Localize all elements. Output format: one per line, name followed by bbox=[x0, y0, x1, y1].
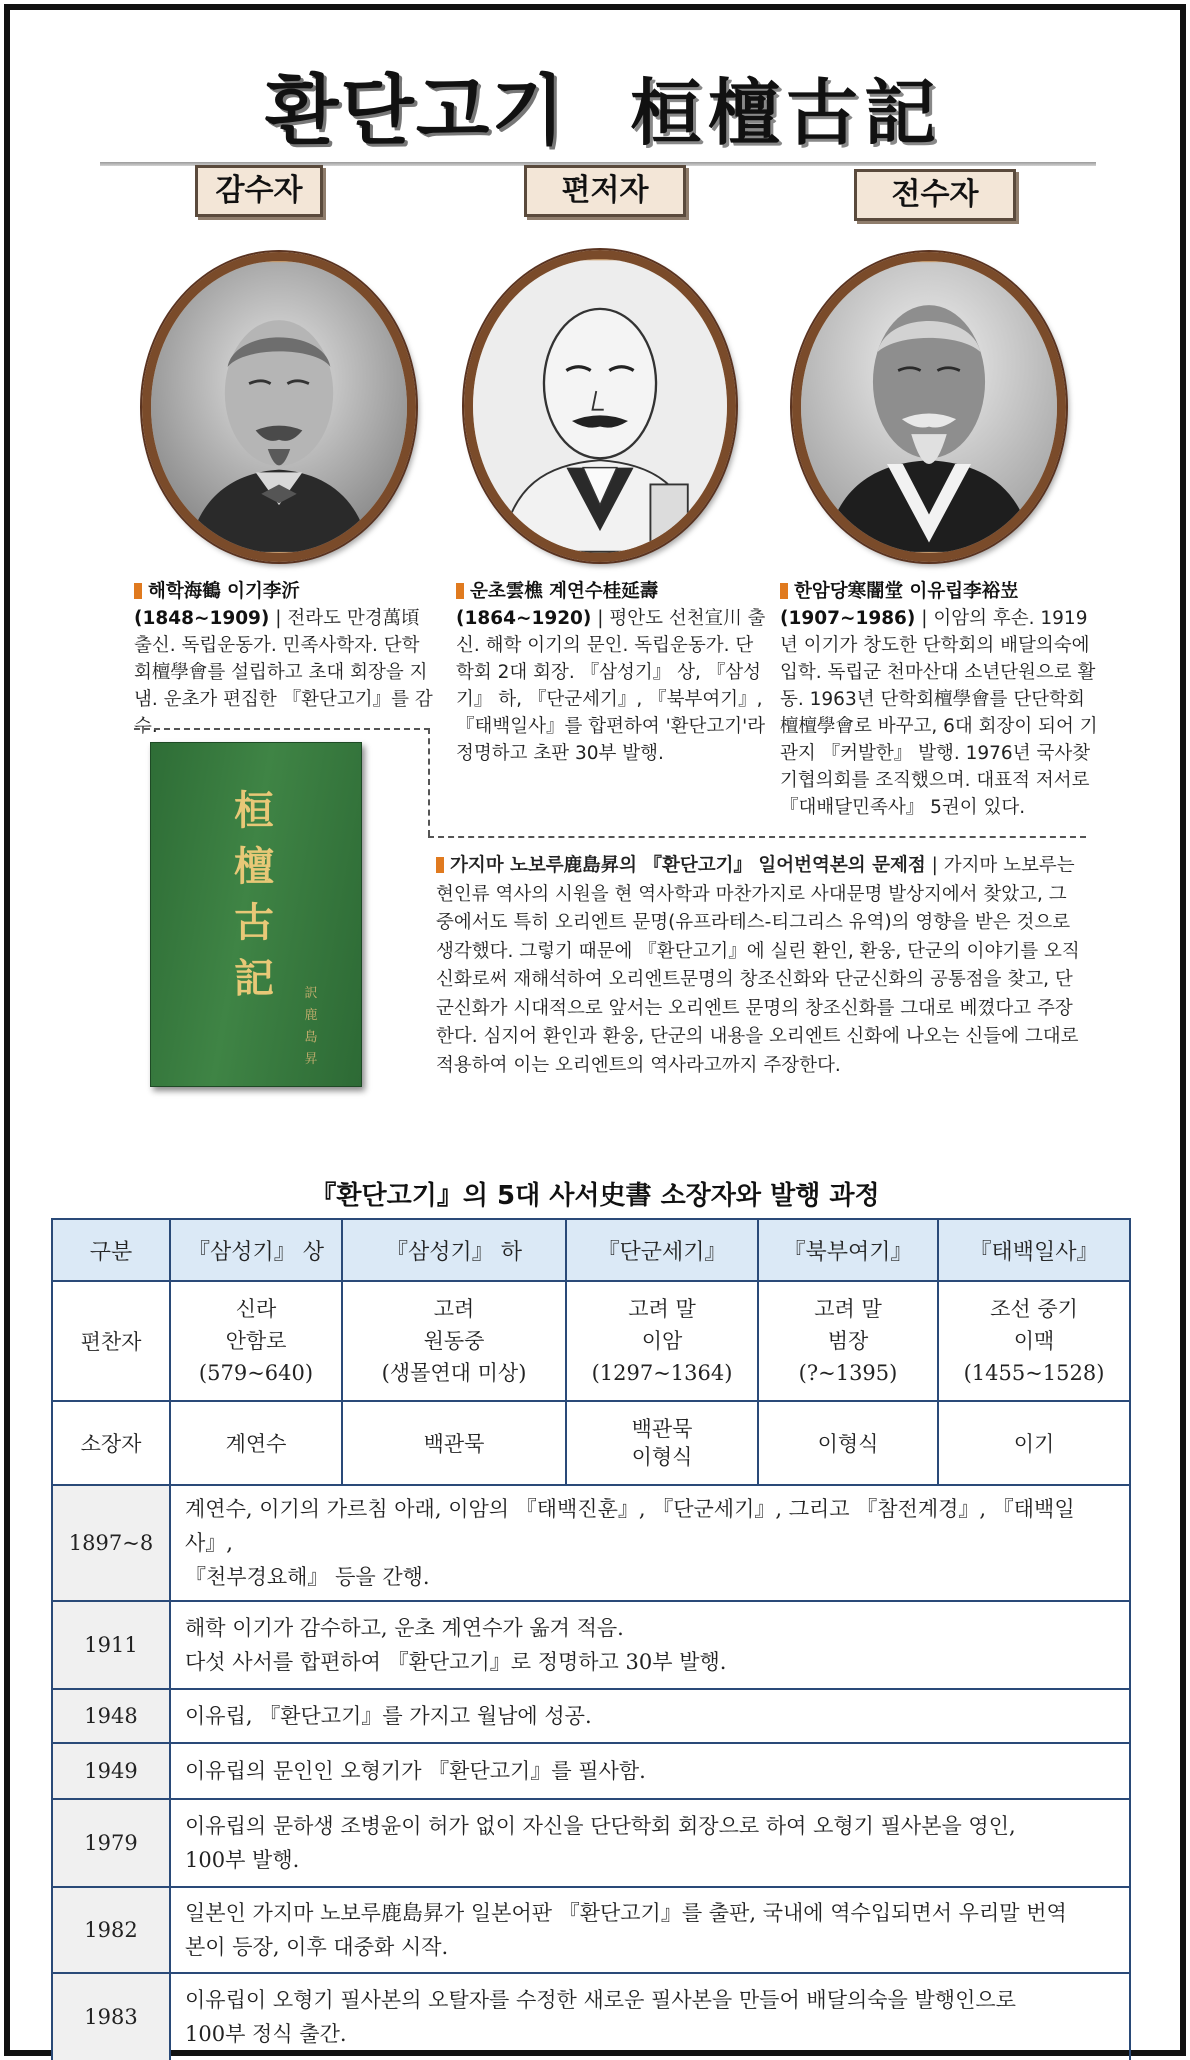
history-line: 이유립의 문인인 오형기가 『환단고기』를 필사함. bbox=[185, 1759, 646, 1783]
holder-cell: 백관묵 bbox=[342, 1401, 566, 1485]
japanese-translation-problems bbox=[436, 852, 1086, 1080]
history-line: 100부 정식 출간. bbox=[185, 2022, 347, 2046]
holder-cell: 이기 bbox=[938, 1401, 1130, 1485]
history-line: 다섯 사서를 합편하여 『환단고기』로 정명하고 30부 발행. bbox=[185, 1650, 727, 1674]
compiler-era: 신라 bbox=[235, 1297, 277, 1321]
bio-lee-yurip-text: | 이암의 후손. 1919년 이기가 창도한 단학회의 배달의숙에 입학. 독립군 천마산대 소년단원으로 활동. 1963년 단학회檀學會를 단단학회檀檀學會로 바꾸고, 6대 회장이 되어 기관지 『커발한』 발행. 1976년 국사찾기협의회를 조직했으며. 대표적 저서로 『대배달민족사』 5권이 있다. bbox=[780, 608, 1098, 818]
book-cover-title: 桓檀古記 bbox=[234, 787, 274, 1002]
history-year: 1982 bbox=[52, 1887, 170, 1973]
table-header-cell: 『삼성기』 하 bbox=[342, 1219, 566, 1281]
role-label-supervisor: 감수자 bbox=[195, 165, 323, 217]
table-row-history bbox=[52, 1601, 1130, 1689]
table-header-cell: 구분 bbox=[52, 1219, 170, 1281]
history-description bbox=[170, 1799, 1130, 1887]
history-year: 1911 bbox=[52, 1601, 170, 1689]
history-description bbox=[170, 1743, 1130, 1799]
portrait-gye-yeonsu-figure bbox=[473, 259, 727, 553]
history-description bbox=[170, 1973, 1130, 2060]
bio-lee-gi-text: | 전라도 만경萬頃 출신. 독립운동가. 민족사학자. 단학회檀學會를 설립하고 초대 회장을 지냄. 운초가 편집한 『환단고기』를 감수. bbox=[134, 608, 433, 737]
history-line: 본이 등장, 이후 대중화 시작. bbox=[185, 1935, 449, 1959]
table-header-cell: 『삼성기』 상 bbox=[170, 1219, 342, 1281]
book-cover-author: 訳 鹿島 昇 bbox=[304, 986, 318, 1067]
table-row-history bbox=[52, 1887, 1130, 1973]
history-line: 일본인 가지마 노보루鹿島昇가 일본어판 『환단고기』를 출판, 국내에 역수입되면서 우리말 번역 bbox=[185, 1901, 1067, 1925]
bullet-marker bbox=[456, 583, 464, 599]
table-header-cell: 『북부여기』 bbox=[758, 1219, 938, 1281]
portrait-lee-yurip-figure bbox=[801, 261, 1057, 553]
history-description bbox=[170, 1689, 1130, 1743]
table-row-holders bbox=[52, 1401, 1130, 1485]
compiler-name: 이맥 bbox=[1013, 1329, 1055, 1353]
bio-lee-yurip bbox=[780, 578, 1100, 821]
history-year: 1897~8 bbox=[52, 1485, 170, 1601]
row-label-holders: 소장자 bbox=[52, 1401, 170, 1485]
history-year: 1979 bbox=[52, 1799, 170, 1887]
compiler-name: 이암 bbox=[641, 1329, 683, 1353]
history-year: 1949 bbox=[52, 1743, 170, 1799]
compiler-cell bbox=[342, 1281, 566, 1401]
history-line: 계연수, 이기의 가르침 아래, 이암의 『태백진훈』, 『단군세기』, 그리고 『참전계경』, 『태백일사』, bbox=[185, 1497, 1075, 1555]
holder-cell: 계연수 bbox=[170, 1401, 342, 1485]
compiler-era: 조선 중기 bbox=[990, 1297, 1078, 1321]
problem-heading: 가지마 노보루鹿島昇의 『환단고기』 일어번역본의 문제점 bbox=[450, 855, 926, 876]
history-year: 1983 bbox=[52, 1973, 170, 2060]
history-year: 1948 bbox=[52, 1689, 170, 1743]
table-row-history bbox=[52, 1799, 1130, 1887]
table-header-cell: 『단군세기』 bbox=[566, 1219, 758, 1281]
compiler-cell bbox=[170, 1281, 342, 1401]
table-row-history bbox=[52, 1485, 1130, 1601]
compiler-name: 원동중 bbox=[423, 1329, 485, 1353]
dashed-connector bbox=[134, 728, 430, 730]
bio-lee-yurip-name: 한암당寒闇堂 이유립李裕岦 (1907~1986) bbox=[780, 581, 1019, 629]
bullet-marker bbox=[134, 583, 142, 599]
portrait-lee-yurip bbox=[792, 252, 1066, 562]
bullet-marker bbox=[780, 583, 788, 599]
compiler-dates: (1297~1364) bbox=[591, 1361, 733, 1385]
holder-name: 이형식 bbox=[631, 1445, 693, 1469]
portrait-gye-yeonsu bbox=[464, 250, 736, 562]
compiler-name: 범장 bbox=[827, 1329, 869, 1353]
table-row-history bbox=[52, 1743, 1130, 1799]
bio-gye-yeonsu bbox=[456, 578, 766, 767]
table-heading: 『환단고기』의 5대 사서史書 소장자와 발행 과정 bbox=[310, 1181, 880, 1211]
bullet-marker bbox=[436, 857, 444, 873]
compiler-era: 고려 말 bbox=[628, 1297, 696, 1321]
history-description bbox=[170, 1485, 1130, 1601]
compiler-cell bbox=[758, 1281, 938, 1401]
dashed-connector bbox=[428, 728, 430, 836]
history-line: 이유립의 문하생 조병윤이 허가 없이 자신을 단단학회 회장으로 하여 오형기 필사본을 영인, bbox=[185, 1814, 1016, 1838]
history-line: 이유립, 『환단고기』를 가지고 월남에 성공. bbox=[185, 1704, 592, 1728]
compiler-dates: (579~640) bbox=[198, 1361, 314, 1385]
portrait-lee-gi-figure bbox=[151, 261, 407, 553]
history-description bbox=[170, 1601, 1130, 1689]
history-line: 100부 발행. bbox=[185, 1848, 300, 1872]
dashed-connector bbox=[428, 836, 1086, 838]
table-row-history bbox=[52, 1689, 1130, 1743]
bio-gye-yeonsu-name: 운초雲樵 계연수桂延壽 (1864~1920) bbox=[456, 581, 659, 629]
row-label-compilers: 편찬자 bbox=[52, 1281, 170, 1401]
history-line: 『천부경요해』 등을 간행. bbox=[185, 1565, 430, 1589]
compiler-cell bbox=[938, 1281, 1130, 1401]
compiler-name: 안함로 bbox=[225, 1329, 287, 1353]
book-cover-image bbox=[150, 742, 362, 1087]
compiler-era: 고려 bbox=[433, 1297, 475, 1321]
holder-name: 백관묵 bbox=[631, 1417, 693, 1441]
compiler-era: 고려 말 bbox=[814, 1297, 882, 1321]
history-table bbox=[51, 1218, 1131, 2060]
table-row-history bbox=[52, 1973, 1130, 2060]
holder-cell: 이형식 bbox=[758, 1401, 938, 1485]
history-line: 이유립이 오형기 필사본의 오탈자를 수정한 새로운 필사본을 만들어 배달의숙을 발행인으로 bbox=[185, 1988, 1016, 2012]
page-title-korean: 환단고기 bbox=[265, 66, 567, 155]
table-header-cell: 『태백일사』 bbox=[938, 1219, 1130, 1281]
compiler-dates: (생몰연대 미상) bbox=[381, 1361, 527, 1385]
compiler-dates: (1455~1528) bbox=[963, 1361, 1105, 1385]
role-label-editor: 편저자 bbox=[524, 165, 686, 217]
problem-text: | 가지마 노보루는 현인류 역사의 시원을 현 역사학과 마찬가지로 사대문명 발상지에서 찾았고, 그 중에서도 특히 오리엔트 문명(유프라테스-티그리스 유역)의 영향을 받은 것으로 생각했다. 그렇기 때문에 『환단고기』에 실린 환인, 환웅, 단군의 이야기를 오직 신화로써 재해석하여 오리엔트문명의 창조신화와 단군신화의 공통점을 찾고, 단군신화가 시대적으로 앞서는 오리엔트 문명의 창조신화를 그대로 베꼈다고 주장한다. 심지어 환인과 환웅, 단군의 내용을 오리엔트 신화에 나오는 신들에 그대로 적용하여 이는 오리엔트의 역사라고까지 주장한다. bbox=[436, 855, 1080, 1076]
portrait-lee-gi bbox=[142, 252, 416, 562]
table-header-row bbox=[52, 1219, 1130, 1281]
history-description bbox=[170, 1887, 1130, 1973]
bio-lee-gi bbox=[134, 578, 434, 740]
history-line: 해학 이기가 감수하고, 운초 계연수가 옮겨 적음. bbox=[185, 1616, 624, 1640]
page-title-hanja: 桓檀古記 bbox=[630, 70, 943, 155]
table-row-compilers bbox=[52, 1281, 1130, 1401]
bio-lee-gi-name: 해학海鶴 이기李沂 (1848~1909) bbox=[134, 581, 300, 629]
holder-cell bbox=[566, 1401, 758, 1485]
bio-gye-yeonsu-text: | 평안도 선천宣川 출신. 해학 이기의 문인. 독립운동가. 단학회 2대 회장. 『삼성기』 상, 『삼성기』 하, 『단군세기』, 『북부여기』, 『태백일사』를 합편하여 '환단고기'라 정명하고 초판 30부 발행. bbox=[456, 608, 766, 764]
role-label-transmitter: 전수자 bbox=[854, 169, 1016, 221]
compiler-cell bbox=[566, 1281, 758, 1401]
compiler-dates: (?~1395) bbox=[798, 1361, 898, 1385]
